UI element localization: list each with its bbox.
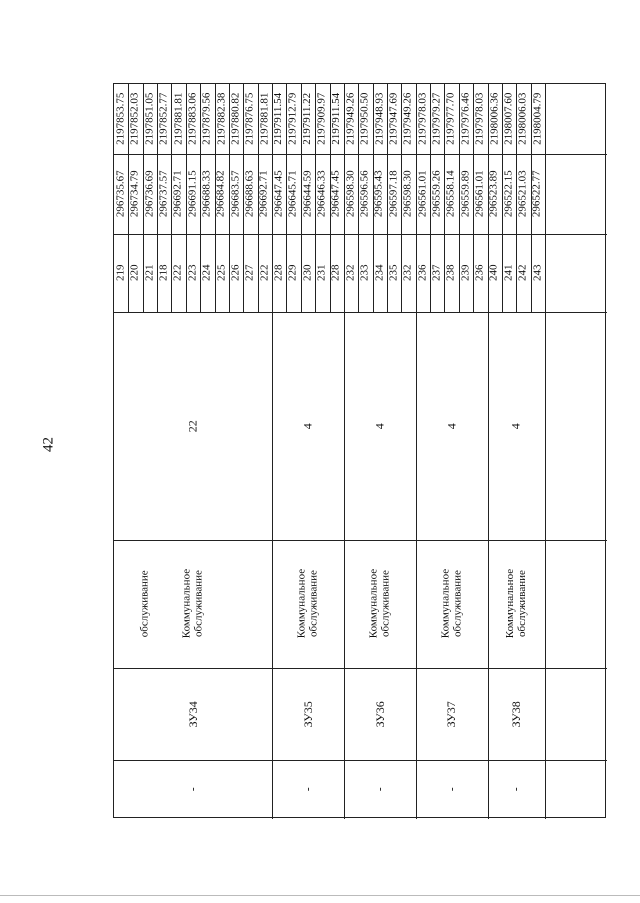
coord-x-text: 296598.30 (401, 170, 414, 218)
purpose-cell (272, 540, 344, 668)
coord-x (459, 154, 473, 234)
coord-x-text: 296523.89 (487, 170, 500, 218)
coord-x (401, 154, 415, 234)
coord-y-text: 2198006.03 (516, 92, 529, 146)
coord-x-text: 296692.71 (258, 170, 271, 218)
point-number (473, 234, 487, 312)
coord-y (373, 84, 387, 154)
point-number-text: 223 (186, 264, 199, 282)
point-number-text: 221 (143, 264, 156, 282)
coord-x-text: 296647.45 (329, 170, 342, 218)
point-number (186, 234, 200, 312)
coord-y-text: 2197976.46 (459, 92, 472, 146)
purpose-cell-text: Коммунальное обслуживание (367, 569, 391, 639)
coord-y (186, 84, 200, 154)
coord-y (444, 84, 458, 154)
coord-x (488, 154, 502, 234)
point-number (531, 234, 545, 312)
zu-cell (344, 668, 416, 760)
coord-y-text: 2197883.06 (186, 92, 199, 146)
dash-cell-text: - (300, 787, 315, 792)
coord-y (430, 84, 444, 154)
point-number-text: 226 (229, 264, 242, 282)
coord-y (459, 84, 473, 154)
point-number-text: 224 (200, 264, 213, 282)
area-cell-text: 22 (185, 420, 200, 432)
coord-y (301, 84, 315, 154)
coord-y (157, 84, 171, 154)
zu-cell-text: ЗУ36 (372, 700, 387, 728)
coord-x-text: 296692.71 (171, 170, 184, 218)
column-divider (545, 84, 546, 819)
area-cell (488, 312, 545, 540)
coord-y-text: 2197876.75 (243, 92, 256, 146)
point-number (301, 234, 315, 312)
coord-x (502, 154, 516, 234)
zu-cell (272, 668, 344, 760)
coord-y (229, 84, 243, 154)
coord-y (502, 84, 516, 154)
point-number (157, 234, 171, 312)
point-number-text: 235 (387, 264, 400, 282)
point-number (315, 234, 329, 312)
coord-y-text: 2197852.77 (157, 92, 170, 146)
zu-cell (416, 668, 488, 760)
coord-x (200, 154, 214, 234)
coord-y (516, 84, 530, 154)
coord-x-text: 296734.79 (128, 170, 141, 218)
coord-y-text: 2198006.36 (487, 92, 500, 146)
coord-x (473, 154, 487, 234)
point-number-text: 228 (272, 264, 285, 282)
coord-x (258, 154, 272, 234)
coord-x (330, 154, 344, 234)
coord-y (330, 84, 344, 154)
coord-x (186, 154, 200, 234)
coord-y-text: 2197852.03 (128, 92, 141, 146)
point-number (516, 234, 530, 312)
coord-y-text: 2197911.54 (272, 93, 285, 145)
coord-y-text: 2197977.70 (444, 92, 457, 146)
coord-y (215, 84, 229, 154)
coord-x-text: 296521.03 (516, 170, 529, 218)
point-number (358, 234, 372, 312)
point-number-text: 243 (531, 264, 544, 282)
point-number-text: 231 (315, 264, 328, 282)
dash-cell (114, 760, 272, 819)
coord-y-text: 2197912.79 (286, 92, 299, 146)
coord-y-text: 2197948.93 (373, 92, 386, 146)
dash-cell-text: - (444, 787, 459, 792)
point-number (330, 234, 344, 312)
point-number (128, 234, 142, 312)
coord-y (315, 84, 329, 154)
coord-x-text: 296735.67 (114, 170, 127, 218)
coord-y-text: 2197853.75 (114, 92, 127, 146)
coord-y (114, 84, 128, 154)
coord-x-text: 296559.89 (459, 170, 472, 218)
point-number (143, 234, 157, 312)
coord-x (516, 154, 530, 234)
coordinates-table (113, 83, 606, 818)
point-number (215, 234, 229, 312)
coord-x (243, 154, 257, 234)
coord-y-text: 2197949.26 (401, 92, 414, 146)
zu-cell-text: ЗУ37 (444, 700, 459, 728)
dash-cell-text: - (185, 787, 200, 792)
coord-y-text: 2197979.27 (430, 92, 443, 146)
coord-x-text: 296688.33 (200, 170, 213, 218)
dash-cell (272, 760, 344, 819)
coord-y (531, 84, 545, 154)
coord-x (157, 154, 171, 234)
point-number (459, 234, 473, 312)
point-number-text: 238 (444, 264, 457, 282)
zu-cell-text: ЗУ34 (185, 700, 200, 728)
coord-y-text: 2198004.79 (531, 92, 544, 146)
point-number-text: 236 (473, 264, 486, 282)
coord-y-text: 2198007.60 (502, 92, 515, 146)
point-number (401, 234, 415, 312)
coord-y (387, 84, 401, 154)
page-number: 42 (40, 437, 57, 452)
point-number (416, 234, 430, 312)
coord-x-text: 296598.30 (344, 170, 357, 218)
point-number-text: 220 (128, 264, 141, 282)
coord-x-text: 296522.77 (531, 170, 544, 218)
coord-y (473, 84, 487, 154)
coord-x (387, 154, 401, 234)
coord-x (143, 154, 157, 234)
coord-y-text: 2197911.22 (301, 93, 314, 145)
point-number (430, 234, 444, 312)
coord-y-text: 2197949.26 (344, 92, 357, 146)
point-number (229, 234, 243, 312)
point-number-text: 233 (358, 264, 371, 282)
coord-x-text: 296683.57 (229, 170, 242, 218)
point-number-text: 232 (344, 264, 357, 282)
coord-y-text: 2197950.50 (358, 92, 371, 146)
area-cell (114, 312, 272, 540)
coord-y (272, 84, 286, 154)
coord-x (301, 154, 315, 234)
coord-y (128, 84, 142, 154)
point-number (444, 234, 458, 312)
coord-x (128, 154, 142, 234)
point-number-text: 236 (416, 264, 429, 282)
coord-x-text: 296737.57 (157, 170, 170, 218)
point-number-text: 222 (171, 264, 184, 282)
coord-y (416, 84, 430, 154)
coord-y-text: 2197882.38 (214, 92, 227, 146)
area-cell (344, 312, 416, 540)
prev-purpose-cell-text: обслуживание (138, 570, 151, 638)
area-cell-text: 4 (372, 423, 387, 429)
dash-cell (416, 760, 488, 819)
coord-y-text: 2197978.03 (473, 92, 486, 146)
coord-x-text: 296561.01 (416, 170, 429, 218)
point-number-text: 237 (430, 264, 443, 282)
dash-cell-text: - (508, 787, 523, 792)
coord-x-text: 296559.26 (430, 170, 443, 218)
dash-cell (344, 760, 416, 819)
coord-x-text: 296647.45 (272, 170, 285, 218)
coord-x-text: 296595.43 (373, 170, 386, 218)
coord-x-text: 296691.15 (186, 170, 199, 218)
area-cell-text: 4 (300, 423, 315, 429)
point-number-text: 228 (329, 264, 342, 282)
coord-y-text: 2197881.81 (171, 92, 184, 146)
coord-x (315, 154, 329, 234)
coord-x-text: 296684.82 (214, 170, 227, 218)
purpose-cell-text: Коммунальное обслуживание (439, 569, 463, 639)
coord-y (143, 84, 157, 154)
coord-y (286, 84, 300, 154)
point-number (373, 234, 387, 312)
point-number (387, 234, 401, 312)
coord-x-text: 296597.18 (387, 170, 400, 218)
purpose-cell (114, 540, 272, 668)
coord-x (531, 154, 545, 234)
coord-y (258, 84, 272, 154)
zu-cell-text: ЗУ38 (508, 700, 523, 728)
coord-y (358, 84, 372, 154)
coord-x-text: 296646.33 (315, 170, 328, 218)
coord-x-text: 296522.15 (502, 170, 515, 218)
area-cell-text: 4 (508, 423, 523, 429)
coord-x (358, 154, 372, 234)
coord-x (286, 154, 300, 234)
coord-y-text: 2197879.56 (200, 92, 213, 146)
point-number-text: 239 (459, 264, 472, 282)
zu-cell-text: ЗУ35 (300, 700, 315, 728)
coord-y (344, 84, 358, 154)
point-number-text: 234 (373, 264, 386, 282)
purpose-cell (416, 540, 488, 668)
coord-y-text: 2197881.81 (258, 92, 271, 146)
point-number-text: 242 (516, 264, 529, 282)
point-number-text: 230 (301, 264, 314, 282)
coord-x (171, 154, 185, 234)
coord-x-text: 296561.01 (473, 170, 486, 218)
point-number (258, 234, 272, 312)
purpose-cell-text: Коммунальное обслуживание (295, 569, 319, 639)
point-number (243, 234, 257, 312)
point-number-text: 240 (487, 264, 500, 282)
point-number (344, 234, 358, 312)
coord-y-text: 2197909.97 (315, 92, 328, 146)
point-number (200, 234, 214, 312)
coord-y (488, 84, 502, 154)
coord-y-text: 2197880.82 (229, 92, 242, 146)
coord-x (416, 154, 430, 234)
coord-y (401, 84, 415, 154)
coord-x (215, 154, 229, 234)
point-number (502, 234, 516, 312)
page-bottom-rule (0, 895, 640, 896)
coord-x (344, 154, 358, 234)
point-number-text: 222 (258, 264, 271, 282)
coord-x (430, 154, 444, 234)
point-number (488, 234, 502, 312)
coord-y (200, 84, 214, 154)
point-number (114, 234, 128, 312)
coord-x-text: 296558.14 (444, 170, 457, 218)
zu-cell (114, 668, 272, 760)
coord-x-text: 296644.59 (301, 170, 314, 218)
point-number (171, 234, 185, 312)
point-number (286, 234, 300, 312)
coord-x (272, 154, 286, 234)
point-number-text: 229 (286, 264, 299, 282)
purpose-cell (344, 540, 416, 668)
coord-x-text: 296688.63 (243, 170, 256, 218)
area-cell (416, 312, 488, 540)
purpose-cell-text: Коммунальное обслуживание (180, 569, 205, 639)
coord-y-text: 2197978.03 (416, 92, 429, 146)
coord-y-text: 2197851.05 (143, 92, 156, 146)
coord-x-text: 296645.71 (286, 170, 299, 218)
point-number-text: 218 (157, 264, 170, 282)
coord-x (373, 154, 387, 234)
point-number-text: 227 (243, 264, 256, 282)
coord-x (229, 154, 243, 234)
point-number-text: 241 (502, 264, 515, 282)
coord-y-text: 2197911.54 (329, 93, 342, 145)
zu-cell (488, 668, 545, 760)
point-number-text: 219 (114, 264, 127, 282)
dash-cell-text: - (372, 787, 387, 792)
coord-x (114, 154, 128, 234)
coord-y-text: 2197947.69 (387, 92, 400, 146)
point-number-text: 225 (214, 264, 227, 282)
coord-x (444, 154, 458, 234)
coord-x-text: 296596.56 (358, 170, 371, 218)
point-number-text: 232 (401, 264, 414, 282)
point-number (272, 234, 286, 312)
coord-y (243, 84, 257, 154)
purpose-cell (488, 540, 545, 668)
area-cell-text: 4 (444, 423, 459, 429)
purpose-cell-text: Коммунальное обслуживание (503, 569, 528, 639)
dash-cell (488, 760, 545, 819)
coord-y (171, 84, 185, 154)
coord-x-text: 296736.69 (143, 170, 156, 218)
area-cell (272, 312, 344, 540)
